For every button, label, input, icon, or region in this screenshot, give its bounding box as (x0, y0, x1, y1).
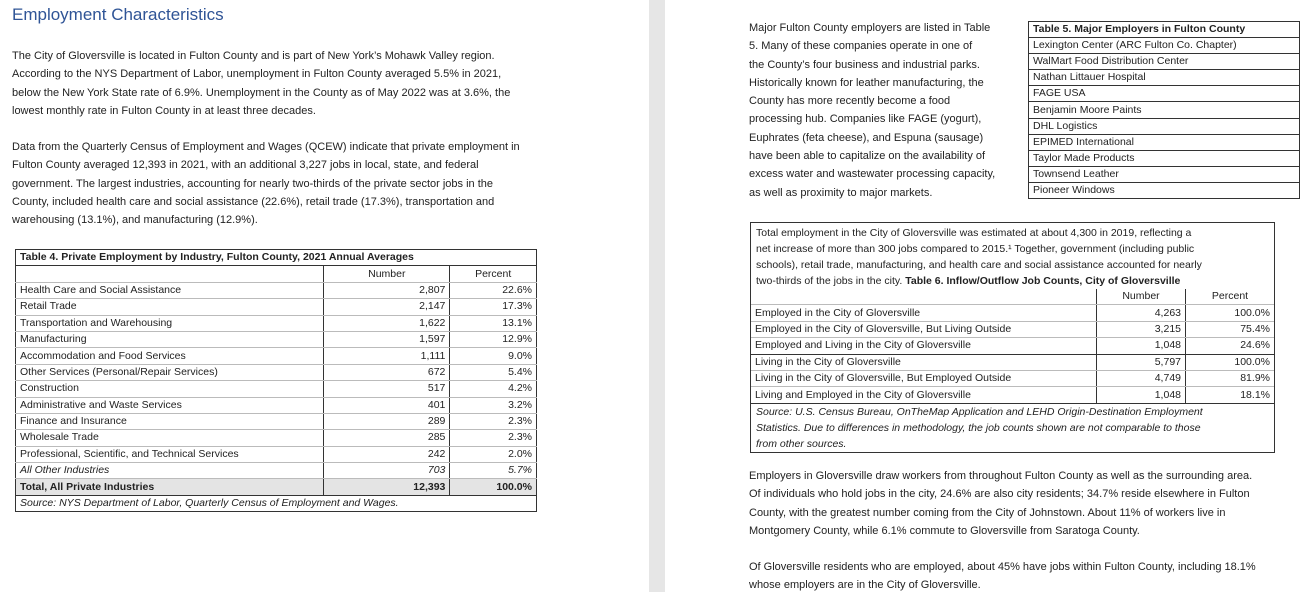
row-number: 242 (324, 446, 450, 462)
table-row-total (16, 479, 537, 495)
header-blank (751, 289, 1097, 305)
row-label: Other Services (Personal/Repair Services) (16, 364, 324, 380)
row-number: 4,749 (1097, 370, 1186, 386)
text-line: warehousing (13.1%), and manufacturing (12.9%). (12, 214, 258, 227)
text-line: excess water and wastewater processing capacity, (749, 168, 996, 181)
table-4-private-employment (15, 249, 537, 512)
row-label: Employed in the City of Gloversville, But Living Outside (751, 321, 1097, 337)
table-6-intro (751, 223, 1274, 289)
table-5-major-employers (1028, 21, 1300, 199)
text-line: County, included health care and social assistance (22.6%), retail trade (17.3%), transportation and (12, 195, 495, 208)
table-row (751, 338, 1274, 354)
table-row (16, 315, 537, 331)
row-percent: 17.3% (450, 299, 537, 315)
row-label: Living and Employed in the City of Gloversville (751, 387, 1097, 403)
row-label: Transportation and Warehousing (16, 315, 324, 331)
row-label: Accommodation and Food Services (16, 348, 324, 364)
row-label: Wholesale Trade (16, 430, 324, 446)
table-title: Table 4. Private Employment by Industry, Fulton County, 2021 Annual Averages (16, 250, 537, 266)
table-row (16, 348, 537, 364)
row-label: Total, All Private Industries (16, 479, 324, 495)
employer-item: Townsend Leather (1029, 166, 1300, 182)
row-number: 672 (324, 364, 450, 380)
text-line: The City of Gloversville is located in Fulton County and is part of New York’s Mohawk Valley region. (12, 50, 495, 62)
row-percent: 100.0% (450, 479, 537, 495)
row-number: 1,111 (324, 348, 450, 364)
text-line: two-thirds of the jobs in the city. (756, 275, 903, 287)
row-percent: 2.3% (450, 430, 537, 446)
table-row (16, 430, 537, 446)
table-row (751, 370, 1274, 386)
column-header-percent: Percent (1186, 289, 1275, 305)
text-line: 5. Many of these companies operate in one of (749, 40, 973, 53)
row-number: 4,263 (1097, 305, 1186, 321)
table-row (16, 446, 537, 462)
text-line: the County’s four business and industrial parks. (749, 58, 980, 71)
row-number: 1,597 (324, 331, 450, 347)
row-number: 517 (324, 381, 450, 397)
row-label: Living in the City of Gloversville (751, 354, 1097, 370)
row-percent: 13.1% (450, 315, 537, 331)
employers-paragraph (749, 19, 995, 202)
text-line: government. The largest industries, accounting for nearly two-thirds of the private sector jobs in the (12, 177, 493, 190)
row-label: Retail Trade (16, 299, 324, 315)
residents-paragraph (749, 558, 1256, 592)
qcew-paragraph (12, 138, 520, 229)
row-label: Manufacturing (16, 331, 324, 347)
row-number: 1,622 (324, 315, 450, 331)
employer-item: Nathan Littauer Hospital (1029, 70, 1300, 86)
text-line: Historically known for leather manufacturing, the (749, 76, 984, 89)
text-line: schools), retail trade, manufacturing, and health care and social assistance accounted for nearly (756, 259, 1202, 271)
table-title: Table 5. Major Employers in Fulton County (1029, 22, 1300, 38)
text-line: below the New York State rate of 6.9%. Unemployment in the County as of May 2022 was at 3.6%, the (12, 86, 511, 99)
left-page (0, 0, 649, 592)
row-label: Health Care and Social Assistance (16, 282, 324, 298)
table-source (751, 403, 1274, 452)
row-label: All Other Industries (16, 463, 324, 479)
table-6-inflow-outflow (751, 289, 1274, 452)
row-percent: 3.2% (450, 397, 537, 413)
text-line: have been able to capitalize on the availability of (749, 150, 986, 163)
row-percent: 100.0% (1186, 354, 1275, 370)
text-line: Euphrates (feta cheese), and Espuna (sausage) (749, 131, 984, 144)
row-percent: 18.1% (1186, 387, 1275, 403)
row-percent: 2.0% (450, 446, 537, 462)
row-percent: 75.4% (1186, 321, 1275, 337)
employer-item: WalMart Food Distribution Center (1029, 54, 1300, 70)
employer-item: Lexington Center (ARC Fulton Co. Chapter) (1029, 38, 1300, 54)
table-row (16, 299, 537, 315)
text-line: as well as proximity to major markets. (749, 186, 933, 199)
employer-item: Benjamin Moore Paints (1029, 102, 1300, 118)
table-row (751, 321, 1274, 337)
column-header-number: Number (324, 266, 450, 282)
row-number: 5,797 (1097, 354, 1186, 370)
row-percent: 5.4% (450, 364, 537, 380)
row-number: 1,048 (1097, 338, 1186, 354)
row-number: 3,215 (1097, 321, 1186, 337)
text-line: Employers in Gloversville draw workers from throughout Fulton County as well as the surrounding area. (749, 470, 1253, 482)
row-label: Finance and Insurance (16, 413, 324, 429)
employer-item: FAGE USA (1029, 86, 1300, 102)
row-percent: 100.0% (1186, 305, 1275, 321)
employer-item: Taylor Made Products (1029, 150, 1300, 166)
text-line: Data from the Quarterly Census of Employment and Wages (QCEW) indicate that private employment in (12, 141, 520, 153)
row-label: Administrative and Waste Services (16, 397, 324, 413)
table-6-inflow-outflow-box (750, 222, 1275, 453)
row-percent: 5.7% (450, 463, 537, 479)
text-line: from other sources. (756, 437, 847, 450)
row-number: 289 (324, 413, 450, 429)
page-heading: Employment Characteristics (12, 5, 224, 24)
row-percent: 4.2% (450, 381, 537, 397)
employer-item: Pioneer Windows (1029, 182, 1300, 198)
text-line: processing hub. Companies like FAGE (yogurt), (749, 113, 982, 126)
text-line: lowest monthly rate in Fulton County in at least three decades. (12, 104, 316, 117)
column-header-percent: Percent (450, 266, 537, 282)
text-line: Of Gloversville residents who are employed, about 45% have jobs within Fulton County, including 18.1% (749, 561, 1256, 573)
text-line: Statistics. Due to differences in methodology, the job counts shown are not comparable to those (756, 421, 1201, 434)
row-number: 285 (324, 430, 450, 446)
table-row (16, 364, 537, 380)
text-line: County has more recently become a food (749, 95, 951, 108)
table-row (16, 331, 537, 347)
text-line: Of individuals who hold jobs in the city, 24.6% are also city residents; 34.7% reside elsewhere in Fulton (749, 488, 1250, 501)
text-line: Fulton County averaged 12,393 in 2021, with an additional 3,227 jobs in local, state, and federal (12, 159, 479, 172)
page-gutter (649, 0, 665, 592)
row-label: Construction (16, 381, 324, 397)
intro-paragraph (12, 47, 510, 120)
text-line: Source: U.S. Census Bureau, OnTheMap Application and LEHD Origin-Destination Employment (756, 405, 1203, 418)
employer-item: EPIMED International (1029, 134, 1300, 150)
row-percent: 22.6% (450, 282, 537, 298)
row-label: Living in the City of Gloversville, But Employed Outside (751, 370, 1097, 386)
text-line: County, with the greatest number coming from the City of Johnstown. About 11% of workers live in (749, 506, 1226, 519)
text-line: net increase of more than 300 jobs compared to 2015.¹ Together, government (including public (756, 243, 1195, 255)
commute-paragraph (749, 467, 1252, 540)
row-label: Employed in the City of Gloversville (751, 305, 1097, 321)
row-number: 703 (324, 463, 450, 479)
table-title: Table 6. Inflow/Outflow Job Counts, City of Gloversville (905, 275, 1181, 287)
column-header-number: Number (1097, 289, 1186, 305)
text-line: According to the NYS Department of Labor, unemployment in Fulton County averaged 5.5% in 2021, (12, 68, 502, 81)
row-label: Professional, Scientific, and Technical Services (16, 446, 324, 462)
text-line: Montgomery County, while 6.1% commute to Gloversville from Saratoga County. (749, 524, 1140, 537)
text-line: Major Fulton County employers are listed in Table (749, 22, 991, 34)
row-percent: 81.9% (1186, 370, 1275, 386)
table-row (16, 397, 537, 413)
table-row (751, 387, 1274, 403)
row-number: 2,807 (324, 282, 450, 298)
row-percent: 12.9% (450, 331, 537, 347)
row-percent: 9.0% (450, 348, 537, 364)
table-row (16, 381, 537, 397)
row-number: 1,048 (1097, 387, 1186, 403)
text-line: Total employment in the City of Gloversville was estimated at about 4,300 in 2019, reflecting a (756, 227, 1192, 239)
employer-item: DHL Logistics (1029, 118, 1300, 134)
table-row (751, 354, 1274, 370)
table-source: Source: NYS Department of Labor, Quarterly Census of Employment and Wages. (16, 495, 537, 511)
text-line: whose employers are in the City of Gloversville. (749, 579, 981, 592)
row-percent: 2.3% (450, 413, 537, 429)
row-number: 2,147 (324, 299, 450, 315)
header-blank (16, 266, 324, 282)
table-row-other (16, 463, 537, 479)
table-row (16, 413, 537, 429)
row-number: 401 (324, 397, 450, 413)
row-percent: 24.6% (1186, 338, 1275, 354)
row-label: Employed and Living in the City of Gloversville (751, 338, 1097, 354)
table-row (16, 282, 537, 298)
table-row (751, 305, 1274, 321)
row-number: 12,393 (324, 479, 450, 495)
